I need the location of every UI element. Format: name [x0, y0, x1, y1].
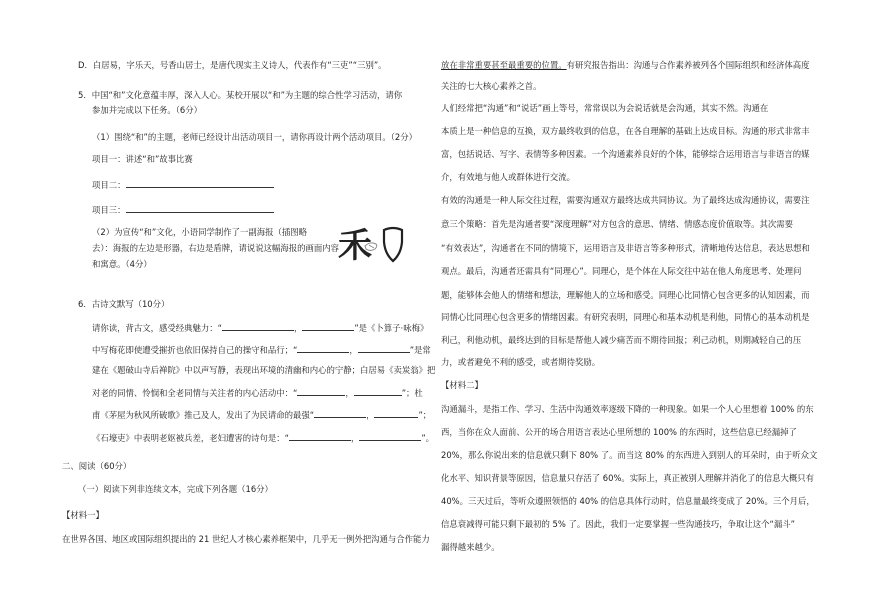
q6-line5-text: 甫《茅屋为秋风所破歌》推己及人，发出了为民请命的最强“ — [92, 410, 315, 420]
q5-sub2-line1: （2）为宣传“和”文化，小语同学制作了一副海报（插图略 — [92, 227, 308, 237]
material-1-para3-l8: 力，或者避免不利的感受，或者期待奖励。 — [441, 357, 601, 367]
material-1-para3-l7: 利己，利他动机，最终达到的目标是帮他人减少痛苦而不期待回报；利己动机，则期减轻自己的压 — [441, 335, 802, 345]
material-2-title: 【材料二】 — [441, 380, 483, 390]
q6-sep-5: ， — [350, 433, 360, 443]
q6-sep-1: ， — [293, 323, 303, 333]
q6-blank-4[interactable] — [358, 344, 410, 353]
material-1-cont-1 — [441, 60, 810, 71]
q6-line6-tail: ”。 — [421, 433, 435, 443]
section-2-part1-title: （一）阅读下列非连续文本，完成下列各题（16分） — [78, 484, 273, 494]
material-2-l6: 信息衰减得可能只剩下最初的 5% 了。因此，我们一定要掌握一些沟通技巧，争取让这个“漏斗” — [441, 519, 795, 529]
material-2-l1: 沟通漏斗，是指工作、学习、生活中沟通效率逐级下降的一种现象。如果一个人心里想着 100% 的东 — [441, 404, 814, 414]
q6-line5-tail: ”； — [418, 410, 432, 420]
q5-sub1: （1）围绕“和”的主题，老师已经设计出活动项目一，请你再设计两个活动项目。（2分） — [92, 132, 418, 142]
q6-title: 6．古诗文默写（10分） — [78, 299, 170, 309]
shield-icon — [384, 228, 402, 261]
material-1-para3-l6: 同情心比同理心包含更多的情绪因素。有研究表明，同理心和基本动机是利他，同情心的基本动机是 — [441, 312, 810, 322]
q6-line1 — [92, 322, 428, 334]
q5-item2-row — [92, 179, 274, 191]
material-1-para2-l4: 介，有效地与他人或群体进行交流。 — [441, 172, 575, 182]
material-1-para2-l2: 本质上是一种信息的互换，双方最终收到的信息，在各自理解的基础上达成目标。沟通的形式非常丰 — [441, 126, 810, 136]
q5-item3-label: 项目三： — [92, 205, 126, 215]
material-1-para3-l5: 题，能够体会他人的情绪和想法，理解他人的立场和感受。同理心比同情心包含更多的认知因素，而 — [441, 290, 810, 300]
q6-line2 — [92, 344, 431, 356]
q4-option-d: D．白居易，字乐天，号香山居士，是唐代现实主义诗人，代表作有“三吏”“三别”。 — [78, 60, 387, 70]
q6-blank-1[interactable] — [222, 322, 294, 331]
material-1-cont-1b: 有研究报告指出：沟通与合作素养被列各个国际组织和经济体高度 — [566, 60, 810, 70]
q6-line2-tail: ”是常 — [409, 345, 431, 355]
svg-text:禾: 禾 — [338, 226, 372, 264]
section-2-title: 二、阅读（60分） — [62, 461, 132, 471]
q6-blank-3[interactable] — [297, 344, 349, 353]
material-1-cont-2: 关注的七大核心素养之首。 — [441, 81, 542, 91]
material-2-l2: 西，当你在众人面前、公开的场合用语言表达心里所想的 100% 的东西时，这些信息已经漏掉了 — [441, 427, 797, 437]
material-1-underlined: 放在非常重要甚至最重要的位置。 — [441, 60, 567, 70]
q6-sep-2: ， — [349, 345, 358, 355]
q6-blank-6[interactable] — [354, 387, 402, 396]
material-1-para3-l3: “有效表达”，沟通者在不同的情境下，运用语言及非语言等多种形式，清晰地传达信息，表达思想和 — [441, 243, 810, 253]
q6-blank-10[interactable] — [359, 432, 421, 441]
material-2-l4: 化水平、知识背景等原因，信息量只存活了 60%。实际上，真正被别人理解并消化了的信息大概只有 — [441, 473, 815, 483]
q6-blank-2[interactable] — [302, 322, 354, 331]
material-1-para3-l2: 意三个策略：首先是沟通者要“深度理解”对方包含的意思、情绪、情感态度价值取等。其次需要 — [441, 219, 794, 229]
q6-line6 — [92, 432, 434, 444]
material-1-para3-l1: 有效的沟通是一种人际交往过程，需要沟通双方最终达成共同协议。为了最终达成沟通协议，需要注 — [441, 195, 810, 205]
q6-line4-tail: ”；杜 — [401, 388, 423, 398]
q6-line4-text: 对老的同情、怜悯和全老同情与关注者的内心活动中：“ — [92, 388, 298, 398]
material-1-para2-l3: 富，包括说话、写字、表情等多种因素。一个沟通素养良好的个体，能够综合运用语言与非语言的媒 — [441, 149, 810, 159]
q6-blank-5[interactable] — [297, 387, 345, 396]
q6-line4 — [92, 387, 423, 399]
q5-item1: 项目一：讲述“和”故事比赛 — [92, 154, 193, 164]
q6-blank-9[interactable] — [289, 432, 351, 441]
q6-line1-tail: ”是《卜算子·咏梅》 — [354, 323, 429, 333]
q5-item2-label: 项目二： — [92, 180, 126, 190]
material-1-para2-l1: 人们经常把“沟通”和“说话”画上等号，常常误以为会说话就是会沟通，其实不然。沟通在 — [441, 103, 769, 113]
q6-sep-4: ， — [366, 410, 375, 420]
material-1-text: 在世界各国、地区或国际组织提出的 21 世纪人才核心素养框架中，几乎无一例外把沟通与合作能力 — [62, 534, 430, 544]
q6-line5 — [92, 409, 431, 421]
material-2-l7: 漏得越来越少。 — [441, 542, 500, 552]
material-2-l3: 20%，那么你说出来的信息就只剩下 80% 了。而当这 80% 的东西进入到别人的耳朵时，由于听众文 — [441, 450, 818, 460]
q5-item2-blank[interactable] — [126, 179, 274, 188]
material-2-l5: 40%。三天过后，等听众遵照领悟的 40% 的信息具体行动时，信息量最终变成了 20%。三个月后， — [441, 496, 815, 506]
material-1-para3-l4: 观点。最后，沟通者还需具有“同理心”。同理心，是个体在人际交往中站在他人角度思考、处理问 — [441, 266, 802, 276]
q5-item3-blank[interactable] — [126, 204, 274, 213]
q6-line1-text: 请你读，背古文，感受经典魅力：“ — [92, 323, 222, 333]
q6-blank-7[interactable] — [314, 409, 366, 418]
q6-line3: 建在《题破山寺后禅院》中以声写静，表现出环境的清幽和内心的宁静；白居易《卖炭翁》把 — [92, 365, 436, 375]
q6-line6-text: 《石壕吏》中表明老妪被兵差，老妇遭害的诗句是：“ — [92, 433, 289, 443]
q6-blank-8[interactable] — [374, 409, 418, 418]
q5-item3-row — [92, 204, 274, 216]
material-1-title: 【材料一】 — [62, 510, 104, 520]
q5-sub2-line2: 去）：海报的左边是形器，右边是盾牌，请说说这幅海报的画面内容 — [92, 243, 340, 253]
q6-sep-3: ， — [345, 388, 354, 398]
q5-title-cont: 参加并完成以下任务。（6分） — [92, 105, 203, 115]
q5-sub2-line3: 和寓意。（4分） — [92, 259, 152, 269]
q6-line2-text: 中写梅花即使遭受摧折也依旧保持自己的操守和品行；“ — [92, 345, 298, 355]
poster-emblem — [335, 224, 410, 264]
q5-title: 5．中国“和”文化意蕴丰厚，深入人心。某校开展以“和”为主题的综合性学习活动，请你 — [78, 90, 403, 100]
